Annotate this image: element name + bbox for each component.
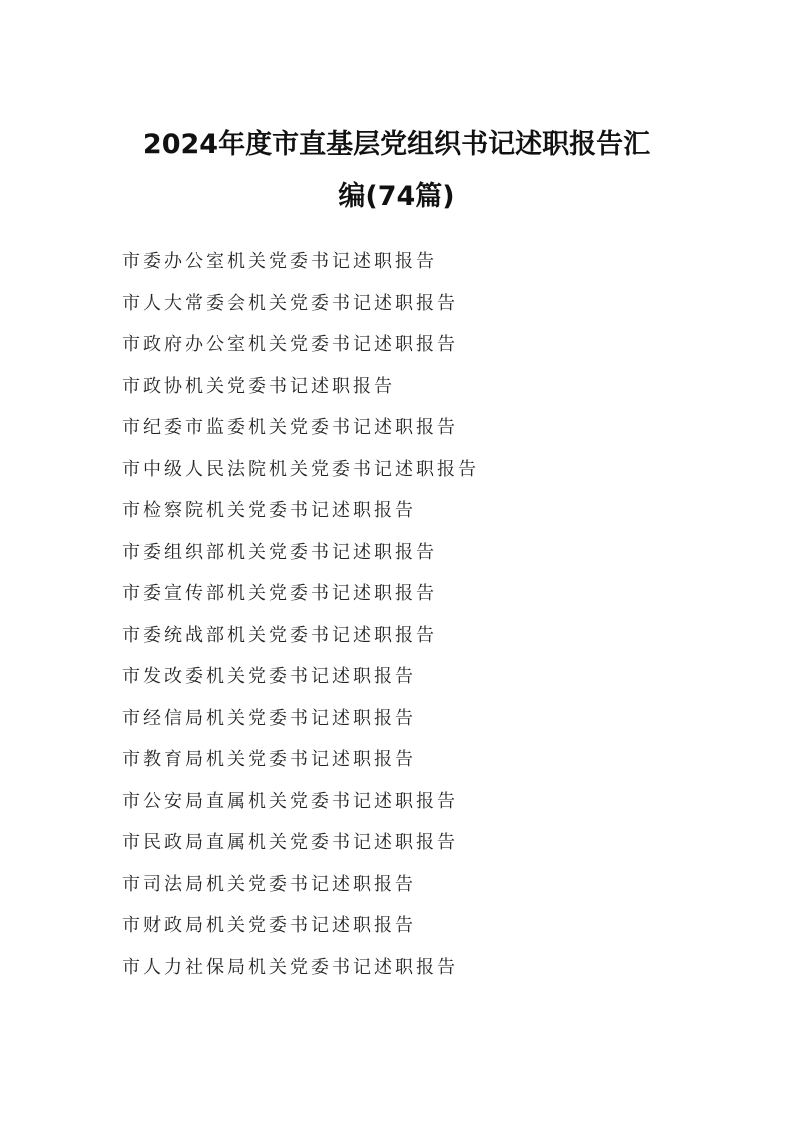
document-title-line-2: 编(74篇) [338,181,455,212]
report-list-item: 市财政局机关党委书记述职报告 [122,915,416,936]
report-list-item: 市委办公室机关党委书记述职报告 [122,251,437,272]
report-list [122,245,479,992]
report-list-item: 市检察院机关党委书记述职报告 [122,500,416,521]
report-list-item: 市人大常委会机关党委书记述职报告 [122,292,458,314]
report-list-item: 市政府办公室机关党委书记述职报告 [122,334,458,355]
report-list-item: 市中级人民法院机关党委书记述职报告 [122,458,479,480]
report-list-item: 市委统战部机关党委书记述职报告 [122,624,437,646]
report-list-item: 市民政局直属机关党委书记述职报告 [122,832,458,853]
document-title-line-1: 2024年度市直基层党组织书记述职报告汇 [142,129,651,160]
report-list-item: 市委宣传部机关党委书记述职报告 [122,583,437,604]
report-list-item: 市公安局直属机关党委书记述职报告 [122,790,458,812]
report-list-item: 市人力社保局机关党委书记述职报告 [122,956,458,978]
report-list-item: 市纪委市监委机关党委书记述职报告 [122,417,458,438]
report-list-item: 市委组织部机关党委书记述职报告 [122,541,437,563]
report-list-item: 市发改委机关党委书记述职报告 [122,666,416,687]
report-list-item: 市教育局机关党委书记述职报告 [122,749,416,770]
report-list-item: 市经信局机关党委书记述职报告 [122,707,416,729]
report-list-item: 市司法局机关党委书记述职报告 [122,873,416,895]
report-list-item: 市政协机关党委书记述职报告 [122,375,395,397]
